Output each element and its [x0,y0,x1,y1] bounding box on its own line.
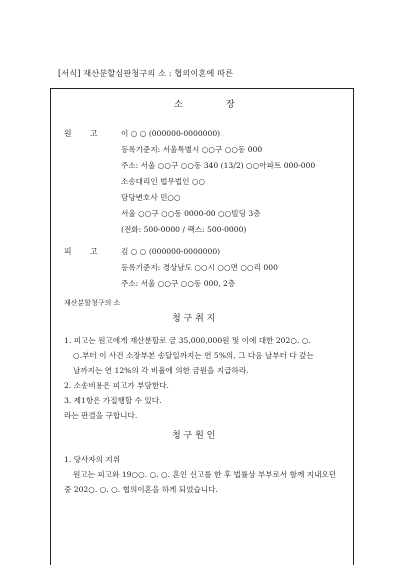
defendant-line: 등록기준지: 경상남도 ○○시 ○○면 ○○리 000 [121,263,278,272]
plaintiff-line: 등록기준지: 서울특별시 ○○구 ○○동 000 [121,145,263,154]
plaintiff-label-left: 원 [64,129,72,138]
cause-line: 원고는 피고와 19○○. ○. ○. 혼인 신고를 한 후 법률상 부부로서 함께 지내오던 [73,470,337,479]
doc-title-left: 소 [174,100,183,110]
plaintiff-line: 서울 ○○구 ○○동 0000-00 ○○빌딩 3층 [121,209,261,218]
plaintiff-line: 소송대리인 법무법인 ○○ [121,177,206,186]
plaintiff-line: 이 ○ ○ (000000-0000000) [121,129,221,138]
claim-line: 1. 피고는 원고에게 재산분할로 금 35,000,000원 및 이에 대한 202○. ○. [64,336,311,345]
claim-line: ○.부터 이 사건 소장부본 송달일까지는 연 5%의, 그 다음 날부터 다 갚는 [73,351,314,360]
defendant-line: 김 ○ ○ (000000-0000000) [121,247,221,256]
plaintiff-line: 담당변호사 민○○ [121,193,181,202]
case-name: 재산분할청구의 소 [64,299,121,307]
cause-line: 중 202○. ○. ○. 협의이혼을 하게 되었습니다. [64,485,218,494]
plaintiff-label-right: 고 [90,129,98,138]
claim-line: 날까지는 연 12%의 각 비율에 의한 금원을 지급하라. [73,366,249,375]
plaintiff-line: 주소: 서울 ○○구 ○○동 340 (13/2) ○○아파트 000-000 [121,161,316,170]
form-caption: [서식] 재산분할심판청구의 소 : 협의이혼에 따른 [58,68,234,78]
cause-heading: 청 구 원 인 [172,431,216,441]
claim-line: 3. 제1항은 가집행할 수 있다. [64,396,162,405]
doc-title-right: 장 [226,100,235,110]
claim-line: 라는 판결을 구합니다. [64,411,138,420]
defendant-line: 주소: 서울 ○○구 ○○동 000, 2층 [121,279,236,288]
defendant-label-left: 피 [64,247,72,256]
plaintiff-line: (전화: 500-0000 / 팩스: 500-0000) [121,225,247,234]
claim-heading: 청 구 취 지 [172,314,216,324]
cause-line: 1. 당사자의 지위 [64,455,121,464]
defendant-label-right: 고 [90,247,98,256]
claim-line: 2. 소송비용은 피고가 부담한다. [64,381,169,390]
